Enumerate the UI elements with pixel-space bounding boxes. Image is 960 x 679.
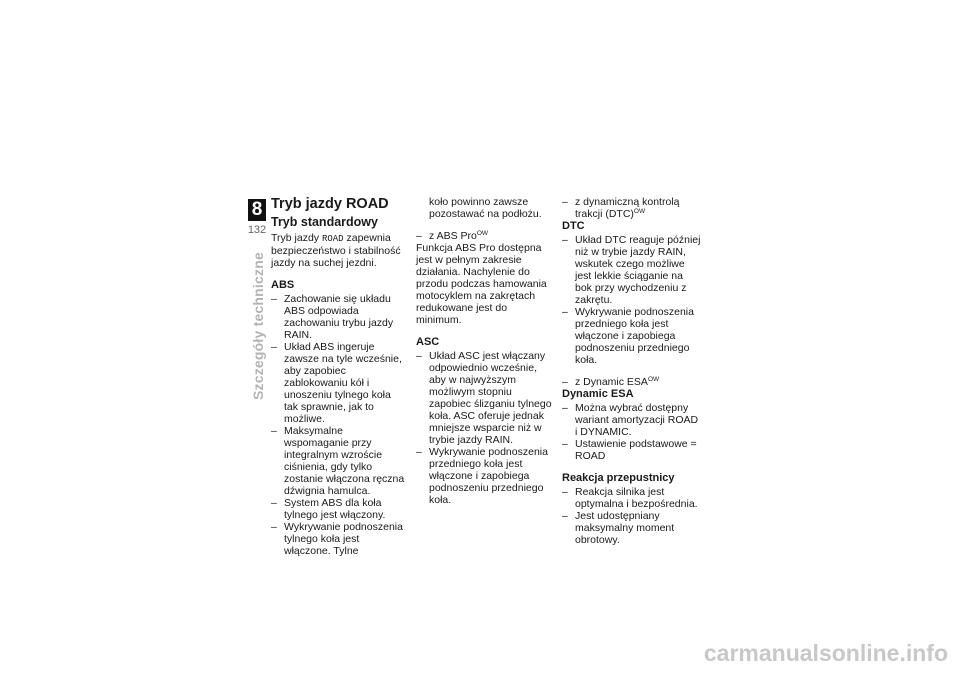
list-item: – Reakcja silnika jest optymalna i bezpośrednia. [562,486,702,510]
page-title: Tryb jazdy ROAD [271,196,389,212]
dtc-list [562,234,702,366]
intro-text-a: Tryb jazdy [271,232,322,244]
throttle-list [562,486,702,546]
option-superscript: OW [633,208,646,215]
option-label: z ABS Pro [429,230,477,242]
abs-list [271,293,407,557]
option-line [562,196,702,220]
option-superscript: OW [647,376,660,383]
continued-text: koło powinno zawsze pozostawać na podłożu. [429,196,542,220]
throttle-heading: Reakcja przepustnicy [562,472,675,484]
list-item: – Maksymalne wspomaganie przy integralnym wzroście ciśnienia, gdy tylko zostanie włączona ręczna dźwignia hamulca. [271,425,407,497]
column-3 [562,196,702,546]
column-1 [271,196,407,557]
list-item: – System ABS dla koła tylnego jest włączony. [271,497,407,521]
dtc-heading: DTC [562,220,585,232]
intro-paragraph [271,232,407,269]
intro-text-b: zapewnia bezpieczeństwo i stabilność jazdy na suchej jezdni. [271,232,401,269]
list-item: – Ustawienie podstawowe = ROAD [562,438,702,462]
section-subtitle: Tryb standardowy [271,215,378,229]
list-item: – Jest udostępniany maksymalny moment obrotowy. [562,510,702,546]
asc-heading: ASC [416,336,440,348]
option-superscript: OW [476,230,489,237]
asc-list [416,350,552,506]
chapter-number: 8 [248,199,266,221]
esa-list [562,402,702,462]
sidebar-label: Szczegóły techniczne [250,252,266,400]
option-label: z Dynamic ESA [575,376,648,388]
list-item: – Układ DTC reaguje później niż w trybie jazdy RAIN, wskutek czego możliwe jest lekkie ściąganie na bok przy wychodzeniu z zakrętu. [562,234,702,306]
esa-option [562,376,702,388]
page-number: 132 [247,224,267,236]
list-item: – Można wybrać dostępny wariant amortyzacji ROAD i DYNAMIC. [562,402,702,438]
list-item: – Wykrywanie podnoszenia przedniego koła jest włączone i zapobiega podnoszeniu przedniego koła. [562,306,702,366]
watermark: carmanualsonline.info [703,640,948,666]
list-item: – Układ ABS ingeruje zawsze na tyle wcześnie, aby zapobiec zablokowaniu kół i unoszeniu tylnego koła tak sprawnie, jak to możliwe. [271,341,407,425]
option-label: z dynamiczną kontrolą trakcji (DTC) [575,196,680,220]
abspro-option [416,230,552,242]
dtc-option [562,196,702,220]
mode-name: ROAD [321,234,344,244]
option-line [416,230,552,242]
list-item: – Wykrywanie podnoszenia tylnego koła jest włączone. Tylne [271,521,407,557]
abs-heading: ABS [271,279,295,291]
column-2 [416,196,552,506]
esa-heading: Dynamic ESA [562,388,634,400]
list-item: – Wykrywanie podnoszenia przedniego koła jest włączone i zapobiega podnoszeniu przedniego koła. [416,446,552,506]
list-item: – Układ ASC jest włączany odpowiednio wcześnie, aby w najwyższym możliwym stopniu zapobiec ślizganiu tylnego koła. ASC oferuje jednak mniejsze wsparcie niż w trybie jazdy RAIN. [416,350,552,446]
abspro-paragraph: Funkcja ABS Pro dostępna jest w pełnym zakresie działania. Nachylenie do przodu podczas hamowania motocyklem na zakrętach redukowane jest do minimum. [416,242,547,326]
list-item: – Zachowanie się układu ABS odpowiada zachowaniu trybu jazdy RAIN. [271,293,407,341]
option-line [562,376,702,388]
